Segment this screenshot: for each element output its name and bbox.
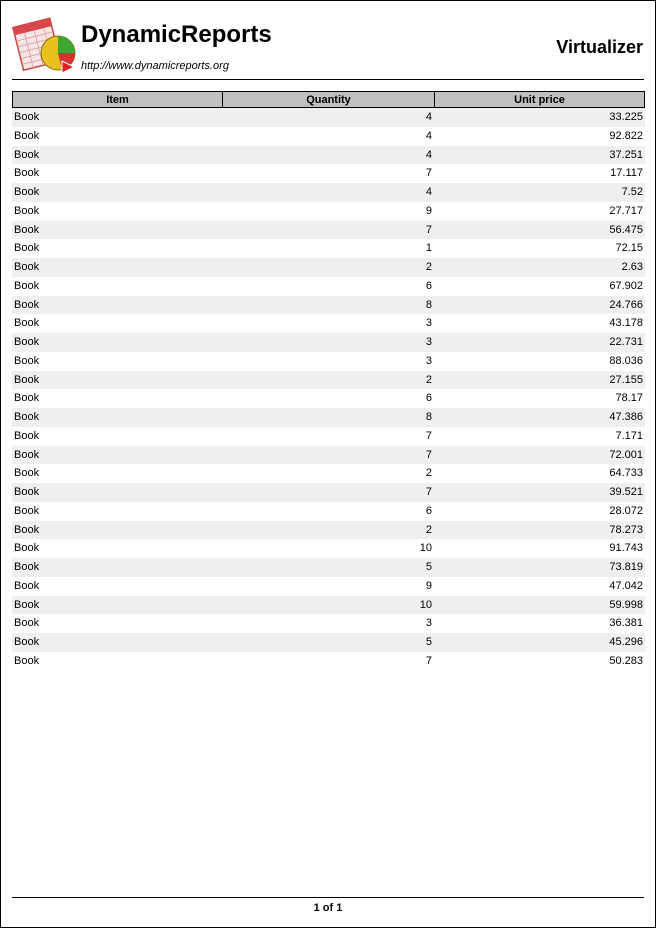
table-row — [12, 202, 645, 221]
cell-unit-price: 7.171 — [615, 429, 643, 442]
table-row — [12, 596, 645, 615]
cell-item: Book — [14, 542, 40, 555]
cell-item: Book — [14, 392, 40, 405]
table-row — [12, 408, 645, 427]
cell-item: Book — [14, 317, 40, 330]
cell-unit-price: 45.296 — [609, 636, 643, 648]
cell-quantity: 2 — [425, 523, 432, 536]
cell-unit-price: 2.63 — [621, 261, 643, 273]
cell-quantity: 6 — [425, 392, 432, 405]
cell-quantity: 5 — [425, 561, 432, 573]
table-row — [12, 108, 645, 127]
cell-unit-price: 39.521 — [609, 486, 643, 498]
table-row — [12, 146, 645, 165]
table-row — [12, 446, 645, 465]
cell-item: Book — [14, 523, 40, 536]
cell-item: Book — [14, 298, 40, 311]
cell-unit-price: 78.17 — [615, 392, 643, 405]
cell-quantity: 10 — [419, 598, 432, 611]
column-header-item: Item — [13, 92, 223, 107]
cell-unit-price: 27.717 — [609, 204, 643, 217]
cell-item: Book — [14, 636, 40, 648]
cell-quantity: 3 — [425, 317, 432, 330]
cell-unit-price: 7.52 — [621, 186, 643, 198]
table-row — [12, 239, 645, 258]
cell-item: Book — [14, 186, 40, 198]
cell-item: Book — [14, 129, 40, 142]
table-row — [12, 258, 645, 277]
cell-unit-price: 72.001 — [609, 448, 643, 461]
cell-unit-price: 56.475 — [609, 223, 643, 236]
cell-quantity: 8 — [425, 298, 432, 311]
table-row — [12, 652, 645, 671]
cell-quantity: 5 — [425, 636, 432, 648]
cell-item: Book — [14, 261, 40, 273]
cell-item: Book — [14, 654, 40, 667]
cell-item: Book — [14, 504, 40, 517]
cell-quantity: 2 — [425, 467, 432, 480]
cell-unit-price: 50.283 — [609, 654, 643, 667]
cell-unit-price: 47.386 — [609, 411, 643, 423]
cell-quantity: 9 — [425, 204, 432, 217]
cell-quantity: 7 — [425, 429, 432, 442]
cell-item: Book — [14, 373, 40, 386]
report-table — [12, 91, 645, 671]
cell-item: Book — [14, 598, 40, 611]
cell-item: Book — [14, 148, 40, 161]
cell-quantity: 10 — [419, 542, 432, 555]
brand-name: DynamicReports — [81, 21, 272, 48]
cell-item: Book — [14, 223, 40, 236]
cell-quantity: 2 — [425, 373, 432, 386]
cell-quantity: 6 — [425, 279, 432, 292]
cell-unit-price: 73.819 — [609, 561, 643, 573]
column-header-quantity: Quantity — [223, 92, 435, 107]
table-row — [12, 464, 645, 483]
header-divider — [12, 79, 644, 80]
cell-quantity: 7 — [425, 448, 432, 461]
cell-quantity: 7 — [425, 167, 432, 180]
cell-unit-price: 36.381 — [609, 617, 643, 630]
cell-item: Book — [14, 354, 40, 367]
table-row — [12, 277, 645, 296]
table-row — [12, 314, 645, 333]
table-row — [12, 521, 645, 540]
cell-unit-price: 17.117 — [610, 167, 643, 180]
cell-unit-price: 37.251 — [609, 148, 643, 161]
cell-item: Book — [14, 486, 40, 498]
report-title: Virtualizer — [556, 37, 643, 57]
cell-item: Book — [14, 242, 40, 255]
report-logo-icon — [12, 15, 78, 73]
cell-quantity: 3 — [425, 354, 432, 367]
cell-unit-price: 88.036 — [609, 354, 643, 367]
table-row — [12, 371, 645, 390]
table-row — [12, 427, 645, 446]
table-row — [12, 127, 645, 146]
page-number: 1 of 1 — [313, 902, 343, 914]
cell-unit-price: 67.902 — [609, 279, 643, 292]
table-row — [12, 502, 645, 521]
cell-unit-price: 78.273 — [609, 523, 643, 536]
cell-item: Book — [14, 204, 40, 217]
cell-item: Book — [14, 411, 40, 423]
cell-unit-price: 27.155 — [609, 373, 643, 386]
table-row — [12, 633, 645, 652]
cell-item: Book — [14, 167, 40, 180]
cell-item: Book — [14, 467, 40, 480]
cell-item: Book — [14, 429, 40, 442]
cell-unit-price: 72.15 — [615, 242, 643, 255]
cell-item: Book — [14, 579, 40, 592]
cell-item: Book — [14, 336, 40, 348]
footer-divider — [12, 897, 644, 898]
cell-item: Book — [14, 111, 40, 123]
cell-unit-price: 91.743 — [609, 542, 643, 555]
column-header-unit-price: Unit price — [514, 94, 565, 106]
table-row — [12, 164, 645, 183]
cell-quantity: 3 — [425, 336, 432, 348]
cell-quantity: 8 — [425, 411, 432, 423]
cell-quantity: 3 — [425, 617, 432, 630]
cell-item: Book — [14, 561, 40, 573]
cell-unit-price: 28.072 — [609, 504, 643, 517]
table-header — [12, 91, 645, 108]
cell-quantity: 4 — [425, 148, 432, 161]
cell-quantity: 9 — [425, 579, 432, 592]
table-row — [12, 296, 645, 315]
cell-quantity: 7 — [425, 223, 432, 236]
cell-quantity: 7 — [425, 654, 432, 667]
cell-item: Book — [14, 617, 40, 630]
cell-item: Book — [14, 279, 40, 292]
cell-quantity: 4 — [425, 111, 432, 123]
cell-quantity: 7 — [425, 486, 432, 498]
table-row — [12, 352, 645, 371]
cell-unit-price: 43.178 — [609, 317, 643, 330]
cell-quantity: 4 — [425, 186, 432, 198]
table-row — [12, 183, 645, 202]
table-row — [12, 577, 645, 596]
cell-unit-price: 64.733 — [609, 467, 643, 480]
table-row — [12, 558, 645, 577]
cell-quantity: 4 — [425, 129, 432, 142]
cell-unit-price: 24.766 — [609, 298, 643, 311]
cell-unit-price: 33.225 — [609, 111, 643, 123]
cell-quantity: 2 — [425, 261, 432, 273]
table-body — [12, 108, 645, 671]
table-row — [12, 221, 645, 240]
table-row — [12, 539, 645, 558]
table-row — [12, 614, 645, 633]
cell-unit-price: 22.731 — [609, 336, 643, 348]
cell-unit-price: 92.822 — [609, 129, 643, 142]
brand-url: http://www.dynamicreports.org — [81, 60, 229, 72]
cell-quantity: 1 — [425, 242, 432, 255]
cell-item: Book — [14, 448, 40, 461]
table-row — [12, 389, 645, 408]
cell-quantity: 6 — [425, 504, 432, 517]
table-row — [12, 333, 645, 352]
table-row — [12, 483, 645, 502]
cell-unit-price: 47.042 — [609, 579, 643, 592]
cell-unit-price: 59.998 — [609, 598, 643, 611]
